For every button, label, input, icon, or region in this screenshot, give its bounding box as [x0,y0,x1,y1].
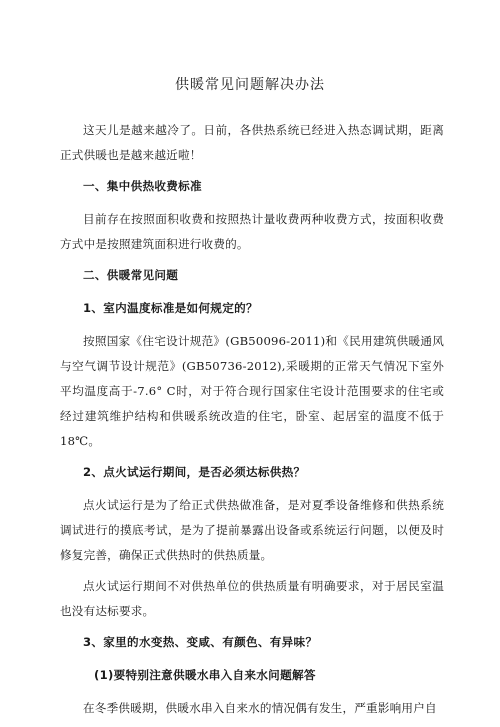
question-heading-trial-run: 2、点火试运行期间，是否必须达标供热？ [83,465,306,479]
section-heading-fee-standard: 一、集中供热收费标准 [83,179,202,193]
section-heading-common-issues: 二、供暖常见问题 [83,268,179,282]
trial-run-paragraph-2: 点火试运行期间不对供热单位的供热质量有明确要求，对于居民室温也没有达标要求。 [60,579,444,618]
document-body [60,118,444,727]
intro-paragraph: 这天儿是越来越冷了。日前，各供热系统已经进入热态调试期，距离正式供暖也是越来越近啦！ [60,123,444,162]
document-title: 供暖常见问题解决办法 [175,77,325,93]
question-heading-indoor-temperature: 1、室内温度标准是如何规定的？ [83,301,258,315]
indoor-temperature-paragraph: 按照国家《住宅设计规范》(GB50096-2011)和《民用建筑供暖通风与空气调节设计规范》(GB50736-2012),采暖期的正常天气情况下室外平均温度高于-7.6° C时，对于符合现行国家住宅设计范围要求的住宅或经过建筑维护结构和供暖系统改造的住宅，卧室、起居室的温度不低于18℃。 [60,334,444,448]
subheading-water-crossover: (1)要特别注意供暖水串入自来水问题解答 [94,668,316,682]
fee-standard-paragraph: 目前存在按照面积收费和按照热计量收费两种收费方式，按面积收费方式中是按照建筑面积进行收费的。 [60,212,444,251]
trial-run-paragraph-1: 点火试运行是为了给正式供热做准备，是对夏季设备维修和供热系统调试进行的摸底考试，是为了提前暴露出设备或系统运行问题，以便及时修复完善，确保正式供热时的供热质量。 [60,498,444,562]
water-crossover-paragraph: 在冬季供暖期，供暖水串入自来水的情况偶有发生，严重影响用户自 [83,701,437,715]
question-heading-water-issues: 3、家里的水变热、变咸、有颜色、有异味？ [83,635,318,649]
